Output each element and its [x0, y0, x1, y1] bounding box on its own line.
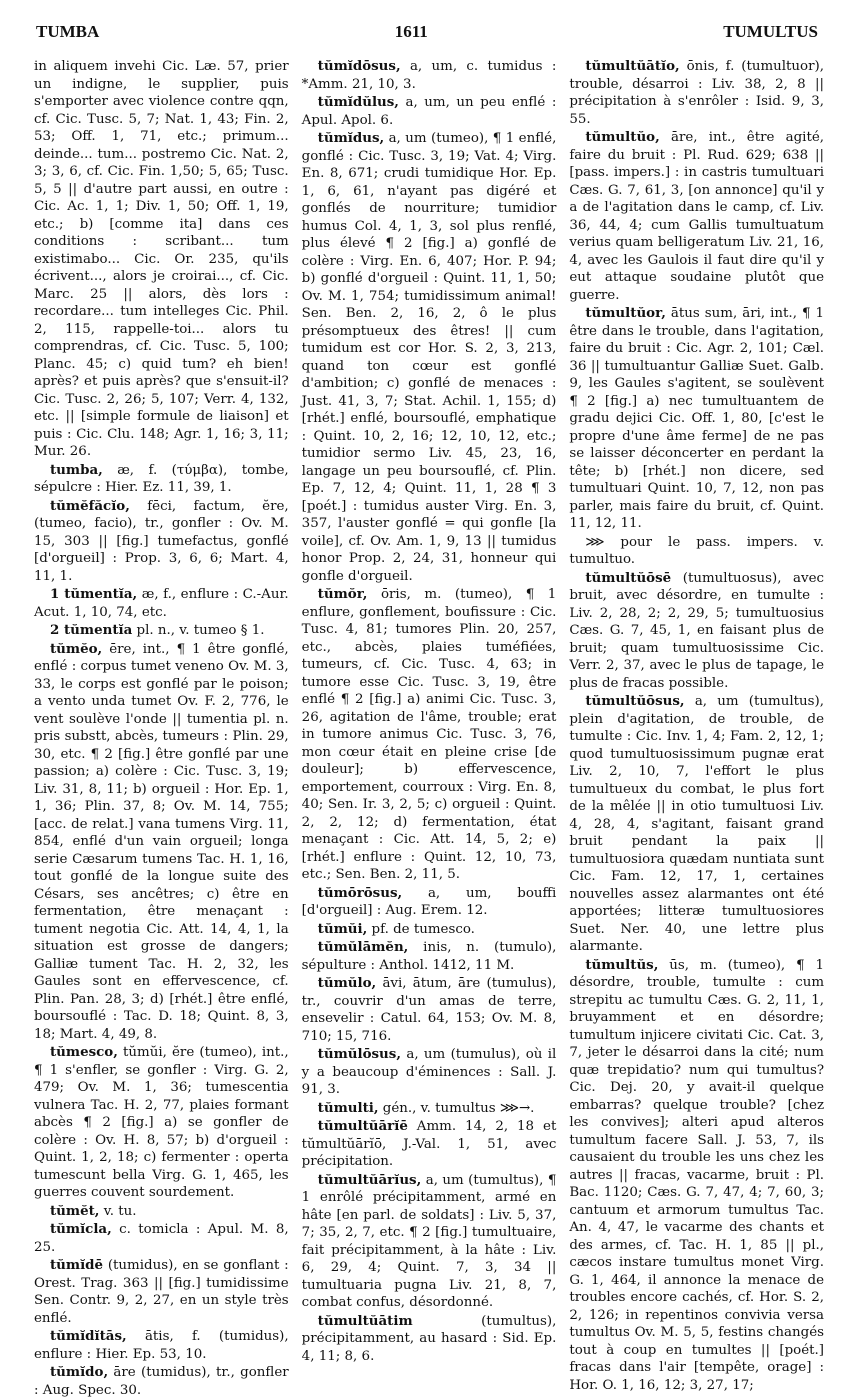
entry-definition: c. tomicla : Apul. M. 8, 25.	[34, 1222, 289, 1255]
column-right	[569, 58, 825, 1393]
entry-headword: tŭmōrōsus,	[317, 884, 403, 901]
entry-headword: tŭmĭdŭlus,	[317, 94, 399, 110]
entry-definition: ēre, int., ¶ 1 être gonflé, enflé : corpus tumet veneno Ov. M. 3, 33, le corps est gonflé par le poison; a vento unda tumet Ov. F. 2, 776, le vent soulève l'onde || tumentia pl. n. pris substt, abcès, tumeurs : Plin. 29, 30, etc. ¶ 2 [fig.] être gonflé par une passion; a) colère : Cic. Tusc. 3, 19; Liv. 31, 8, 11; b) orgueil : Hor. Ep. 1, 1, 36; Plin. 37, 8; Ov. M. 14, 755; [acc. de relat.] vana tumens Virg. 11, 854, enflé d'un vain orgueil; longa serie Cæsarum tumens Tac. H. 1, 16, tout gonflé de la longue suite des Césars, ses ancêtres; c) être en fermentation, être menaçant : tument negotia Cic. Att. 14, 4, 1, la situation est grosse de dangers; Galliæ tument Tac. H. 2, 32, les Gaules sont en effervescence, cf. Plin. Pan. 28, 3; d) [rhét.] être enflé, boursouflé : Tac. D. 18; Quint. 8, 3, 18; Mart. 4, 49, 8.	[34, 641, 289, 1042]
dictionary-entry	[302, 939, 557, 974]
entry-definition: a, um, c. tumidus : *Amm. 21, 10, 3.	[301, 59, 557, 92]
dictionary-entry	[569, 58, 824, 128]
entry-headword: 2 tŭmentĭa	[50, 622, 133, 638]
dictionary-entry	[302, 885, 557, 920]
dictionary-entry	[302, 1118, 557, 1171]
dictionary-entry	[34, 1203, 289, 1221]
entry-headword: tŭmŭlo,	[317, 975, 377, 991]
dictionary-entry	[302, 586, 557, 884]
dictionary-entry	[34, 1364, 289, 1399]
entry-headword: tŭmĭcla,	[50, 1221, 112, 1237]
dictionary-entry	[34, 622, 289, 640]
entry-headword: tŭmĭdo,	[50, 1364, 109, 1380]
entry-headword: tŭmĭdĭtās,	[50, 1328, 127, 1344]
column-left	[34, 58, 289, 1398]
entry-headword: tŭmĭdus,	[317, 130, 385, 146]
dictionary-entry	[34, 586, 289, 621]
entry-definition: ūs, m. (tumeo), ¶ 1 désordre, trouble, tumulte : cum strepitu ac tumultu Cæs. G. 2, 11, 1, bruyamment et en désordre; tumultum injicere civitati Cic. Cat. 3, 7, jeter le désarroi dans la cité; num quæ trepidatio? num qui tumultus? Cic. Dej. 20, y avait-il quelque embarras? quelque trouble? [chez les convives]; alteri apud alteros tumultum facere Sall. J. 53, 7, ils causaient du trouble les uns chez les autres || fracas, vacarme, bruit : Pl. Bac. 1120; Cæs. G. 7, 47, 4; 7, 60, 3; cantuum et armorum tumultus Tac. An. 4, 47, le vacarme des chants et des armes, cf. Tac. H. 1, 85 || pl., cæcos instare tumultus monet Virg. G. 1, 464, il annonce la menace de troubles encore cachés, cf. Hor. S. 2, 2, 126; in repentinos convivia versa tumultus Ov. M. 5, 5, festins changés tout à coup en tumultes || [poét.] fracas dans l'air [tempête, orage] : Hor. O. 1, 16, 12; 3, 27, 17;	[569, 957, 825, 1393]
dictionary-entry	[302, 921, 557, 939]
running-header	[36, 22, 818, 48]
entry-definition: (tumultus), précipitamment, au hasard : Sid. Ep. 4, 11; 8, 6.	[301, 1313, 557, 1364]
entry-definition: Amm. 14, 2, 18 et tŭmultŭārĭō, J.-Val. 1, 51, avec précipitation.	[301, 1119, 557, 1169]
dictionary-entry	[569, 693, 824, 956]
dictionary-entry	[302, 94, 557, 129]
entry-definition: in aliquem invehi Cic. Læ. 57, prier un indigne, le supplier, puis s'emporter avec violence contre qqn, cf. Cic. Tusc. 5, 7; Nat. 1, 43; Fin. 2, 53; Off. 1, 71, etc.; primum... deinde... tum... postremo Cic. Nat. 2, 3; 3, 6, cf. Cic. Fin. 1,50; 5, 65; Tusc. 5, 5 || d'autre part aussi, en outre : Cic. Ac. 1, 1; Div. 1, 50; Off. 1, 19, etc.; b) [comme ita] dans ces conditions : scribant... tum existimabo... Cic. Or. 235, qu'ils écrivent..., alors je croirai..., cf. Cic. Marc. 25 || alors, dès lors : recordare... tum intelleges Cic. Phil. 2, 115, rappelle-toi... alors tu comprendras, cf. Cic. Tusc. 5, 100; Planc. 45; c) quid tum? eh bien! après? et puis après? que s'ensuit-il? Cic. Tusc. 2, 26; 5, 107; Verr. 4, 132, etc. || [simple formule de liaison] et puis : Cic. Clu. 148; Agr. 1, 16; 3, 11; Mur. 26.	[34, 59, 289, 459]
entry-headword: tumba,	[50, 461, 103, 478]
entry-definition: gén., v. tumultus ⋙→.	[382, 1100, 535, 1116]
page-number: 1611	[394, 22, 428, 41]
entry-headword: tŭmŭlāmĕn,	[317, 939, 409, 955]
entry-definition: ⋙ pour le pass. impers. v. tumultuo.	[569, 534, 825, 567]
entry-headword: tŭmŭi,	[317, 920, 368, 937]
dictionary-entry	[569, 957, 824, 1395]
entry-definition: a, um, bouffi [d'orgueil] : Aug. Erem. 12.	[301, 885, 557, 918]
column-middle	[302, 58, 557, 1363]
entry-headword: tŭmĕt,	[50, 1202, 100, 1219]
dictionary-entry	[569, 534, 824, 569]
dictionary-entry	[34, 1257, 289, 1327]
entry-definition: ātus sum, āri, int., ¶ 1 être dans le trouble, dans l'agitation, faire du bruit : Cic. Agr. 2, 101; Cæl. 36 || tumultuantur Galliæ Suet. Galb. 9, les Gaules s'agitent, se soulèvent ¶ 2 [fig.] a) nec tumultuantem de gradu dejici Cic. Off. 1, 80, [c'est le propre d'une âme ferme] de ne pas se laisser déconcerter en perdant la tête; b) [rhét.] non dicere, sed tumultuari Quint. 10, 7, 12, non pas parler, mais faire du bruit, cf. Quint. 11, 12, 11.	[569, 306, 825, 531]
dictionary-entry	[34, 641, 289, 1044]
entry-definition: inis, n. (tumulo), sépulture : Anthol. 1412, 11 M.	[301, 940, 557, 973]
entry-definition: a, um, un peu enflé : Apul. Apol. 6.	[301, 95, 557, 128]
dictionary-entry	[34, 1221, 289, 1256]
dictionary-entry	[34, 498, 289, 586]
dictionary-entry	[302, 1100, 557, 1118]
dictionary-entry	[302, 1046, 557, 1099]
entry-headword: tŭmultŭōsē	[585, 569, 672, 586]
header-left-guide-word: TUMBA	[36, 22, 100, 41]
dictionary-entry	[34, 1328, 289, 1363]
dictionary-entry	[34, 58, 289, 461]
entry-definition: tŭmŭi, ĕre (tumeo), int., ¶ 1 s'enfler, se gonfler : Virg. G. 2, 479; Ov. M. 1, 36; tumescentia vulnera Tac. H. 2, 77, plaies formant abcès ¶ 2 [fig.] a) se gonfler de colère : Ov. H. 8, 57; b) d'orgueil : Quint. 1, 2, 18; c) fermenter : operta tumescunt bella Virg. G. 1, 465, les guerres couvent sourdement.	[34, 1045, 289, 1200]
entry-definition: ātis, f. (tumidus), enflure : Hier. Ep. 53, 10.	[34, 1329, 289, 1362]
dictionary-entry	[569, 570, 824, 693]
text-columns	[34, 58, 825, 1398]
entry-definition: fēci, factum, ĕre, (tumeo, facio), tr., gonfler : Ov. M. 15, 303 || [fig.] tumefactus, gonflé [d'orgueil] : Prop. 3, 6, 6; Mart. 4, 11, 1.	[34, 498, 289, 584]
entry-headword: tŭmĭdē	[50, 1257, 104, 1273]
dictionary-entry	[302, 130, 557, 585]
entry-headword: tŭmultŭs,	[585, 956, 659, 973]
entry-headword: tŭmultŭor,	[585, 305, 666, 321]
entry-definition: v. tu.	[103, 1203, 137, 1219]
entry-definition: āvi, ātum, āre (tumulus), tr., couvrir d'un amas de terre, ensevelir : Catul. 64, 153; Ov. M. 8, 710; 15, 716.	[301, 976, 557, 1044]
dictionary-entry	[302, 58, 557, 93]
entry-definition: pl. n., v. tumeo § 1.	[136, 623, 265, 638]
dictionary-entry	[302, 1313, 557, 1366]
entry-headword: tŭmŏr,	[317, 586, 368, 602]
entry-headword: tŭmĭdōsus,	[317, 58, 401, 74]
entry-headword: tŭmĕo,	[50, 640, 103, 657]
entry-definition: a, um (tumultus), ¶ 1 enrôlé précipitamment, armé en hâte [en parl. de soldats] : Liv. 5, 37, 7; 35, 2, 7, etc. ¶ 2 [fig.] tumultuaire, fait précipitamment, à la hâte : Liv. 6, 29, 4; Quint. 7, 3, 34 || tumultuaria pugna Liv. 21, 8, 7, combat confus, désordonné.	[301, 1172, 557, 1310]
dictionary-entry	[569, 305, 824, 533]
entry-definition: (tumultuosus), avec bruit, avec désordre, en tumulte : Liv. 2, 28, 2; 2, 29, 5; tumultuosius Cæs. G. 7, 45, 1, en faisant plus de bruit; quam tumultuosissime Cic. Verr. 2, 37, avec le plus de tapage, le plus de fracas possible.	[569, 570, 825, 691]
dictionary-entry	[302, 975, 557, 1045]
dictionary-entry	[34, 1044, 289, 1202]
dictionary-entry	[302, 1172, 557, 1312]
entry-definition: æ, f. (τύμβα), tombe, sépulcre : Hier. Ez. 11, 39, 1.	[34, 462, 289, 495]
entry-definition: æ, f., enflure : C.-Aur. Acut. 1, 10, 74, etc.	[34, 587, 289, 620]
dictionary-entry	[569, 129, 824, 304]
entry-headword: tŭmultŭārĭus,	[317, 1171, 422, 1188]
entry-headword: tŭmultŭārĭē	[317, 1118, 408, 1134]
dictionary-entry	[34, 462, 289, 497]
entry-headword: tŭmŭlōsus,	[317, 1046, 401, 1062]
entry-headword: tŭmĕfăcĭo,	[50, 497, 130, 514]
entry-definition: a, um (tumultus), plein d'agitation, de trouble, de tumulte : Cic. Inv. 1, 4; Fam. 2, 12, 1; quod tumultuosissimum pugnæ erat Liv. 2, 10, 7, l'effort le plus tumultueux du combat, le plus fort de la mêlée || in otio tumultuosi Liv. 4, 28, 4, s'agitant, faisant grand bruit pendant la paix || tumultuosiora quædam nuntiata sunt Cic. Fam. 12, 17, 1, certaines nouvelles assez alarmantes ont été apportées; litteræ tumultuosiores Suet. Ner. 40, une lettre plus alarmante.	[569, 694, 825, 954]
entry-definition: ōris, m. (tumeo), ¶ 1 enflure, gonflement, boufissure : Cic. Tusc. 4, 81; tumores Plin. 20, 257, etc., abcès, plaies tuméfiées, tumeurs, cf. Cic. Tusc. 4, 63; in tumore esse Cic. Tusc. 3, 19, être enflé ¶ 2 [fig.] a) animi Cic. Tusc. 3, 26, agitation de l'âme, trouble; erat in tumore animus Cic. Tusc. 3, 76, mon cœur était en pleine crise [de douleur]; b) effervescence, emportement, courroux : Virg. En. 8, 40; Sen. Ir. 3, 2, 5; c) orgueil : Quint. 2, 2, 12; d) fermentation, état menaçant : Cic. Att. 14, 5, 2; e) [rhét.] enflure : Quint. 12, 10, 73, etc.; Sen. Ben. 2, 11, 5.	[301, 587, 557, 882]
entry-headword: 1 tŭmentĭa,	[50, 586, 138, 602]
entry-headword: tŭmultŭātim	[317, 1312, 413, 1329]
entry-headword: tŭmultŭātĭo,	[585, 58, 680, 74]
entry-definition: pf. de tumesco.	[371, 921, 475, 937]
entry-definition: (tumidus), en se gonflant : Orest. Trag. 363 || [fig.] tumidissime Sen. Contr. 9, 2, 27, en un style très enflé.	[34, 1258, 289, 1326]
entry-headword: tŭmesco,	[50, 1044, 118, 1060]
entry-headword: tŭmultŭōsus,	[585, 693, 685, 709]
entry-definition: a, um (tumulus), où il y a beaucoup d'éminences : Sall. J. 91, 3.	[301, 1047, 557, 1097]
entry-definition: āre (tumidus), tr., gonfler : Aug. Spec. 30.	[34, 1365, 289, 1398]
entry-headword: tŭmulti,	[317, 1099, 379, 1116]
entry-definition: āre, int., être agité, faire du bruit : Pl. Rud. 629; 638 || [pass. impers.] : in castris tumultuari Cæs. G. 7, 61, 3, [on annonce] qu'il y a de l'agitation dans le camp, cf. Liv. 36, 44, 4; cum Gallis tumultuatum verius quam belligeratum Liv. 21, 16, 4, avec les Gaulois il faut dire qu'il y eut attaque soudaine plutôt que guerre.	[569, 130, 825, 303]
entry-definition: a, um (tumeo), ¶ 1 enflé, gonflé : Cic. Tusc. 3, 19; Vat. 4; Virg. En. 8, 671; crudi tumidique Hor. Ep. 1, 6, 61, n'ayant pas digéré et gonflés de nourriture; tumidior humus Col. 4, 1, 3, sol plus renflé, plus élevé ¶ 2 [fig.] a) gonflé de colère : Virg. En. 6, 407; Hor. P. 94; b) gonflé d'orgueil : Quint. 11, 1, 50; Ov. M. 1, 754; tumidissimum animal! Sen. Ben. 2, 16, 2, ô le plus présomptueux des êtres! || cum tumidum est cor Hor. S. 2, 3, 213, quand ton cœur est gonflé d'ambition; c) gonflé de menaces : Just. 41, 3, 7; Stat. Achil. 1, 155; d) [rhét.] enflé, boursouflé, emphatique : Quint. 10, 2, 16; 12, 10, 12, etc.; tumidior sermo Liv. 45, 23, 16, langage un peu boursouflé, cf. Plin. Ep. 7, 12, 4; Quint. 11, 1, 28 ¶ 3 [poét.] : tumidus auster Virg. En. 3, 357, l'auster gonflé = qui gonfle [la voile], cf. Ov. Am. 1, 9, 13 || tumidus honor Prop. 2, 24, 31, honneur qui gonfle d'orgueil.	[301, 131, 557, 584]
entry-definition: ōnis, f. (tumultuor), trouble, désarroi : Liv. 38, 2, 8 || précipitation à s'enrôler : Isid. 9, 3, 55.	[569, 59, 825, 127]
entry-headword: tŭmultŭo,	[585, 129, 660, 145]
header-right-guide-word: TUMULTUS	[723, 22, 818, 41]
